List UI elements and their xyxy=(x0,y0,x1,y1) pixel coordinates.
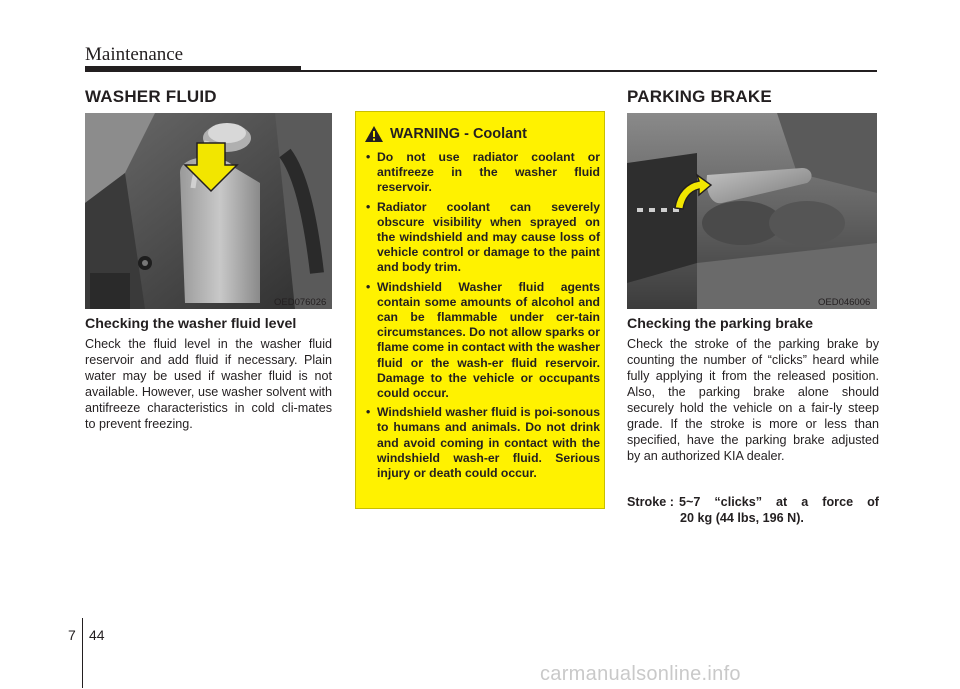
washer-photo-caption: OED076026 xyxy=(274,297,327,308)
watermark: carmanualsonline.info xyxy=(540,663,741,685)
warning-triangle-icon xyxy=(364,125,384,143)
chapter-number: 7 xyxy=(68,627,76,643)
page-number: 44 xyxy=(89,627,105,643)
warning-item: • Radiator coolant can severely obscure visibility when sprayed on the windshield and may cause loss of vehicle control or damage to the paint and body trim. xyxy=(366,199,600,275)
engine-bay-illustration xyxy=(85,113,332,309)
warning-header xyxy=(364,124,527,144)
footer-divider xyxy=(82,618,83,688)
parking-brake-illustration xyxy=(627,113,877,309)
bullet-icon: • xyxy=(366,279,371,294)
washer-fluid-section-title: WASHER FLUID xyxy=(85,87,217,106)
warning-item: • Do not use radiator coolant or antifreeze in the washer fluid reservoir. xyxy=(366,150,600,195)
stroke-value-line1: 5~7 “clicks” at a force of xyxy=(679,495,879,509)
bullet-icon: • xyxy=(366,199,371,214)
parking-brake-photo xyxy=(627,113,877,309)
page-header-title: Maintenance xyxy=(85,44,184,65)
header-rule-thick xyxy=(85,66,301,72)
header-rule-thin xyxy=(301,70,877,72)
parking-brake-body: Check the stroke of the parking brake by counting the number of “clicks” heard while fully applying it from the released position. Also, the parking brake alone should securely hold the vehicle on a fair-ly steep grade. If the stroke is more or less than specified, have the parking brake adjusted by an authorized KIA dealer. xyxy=(627,337,879,463)
warning-item: • Windshield washer fluid is poi-sonous to humans and animals. Do not drink and avoid coming in contact with the windshield wash-er fluid. Serious injury or death could occur. xyxy=(366,405,600,481)
washer-fluid-body: Check the fluid level in the washer fluid reservoir and add fluid if necessary. Plain water may be used if washer fluid is not available. However, use washer solvent with antifreeze characteristics in cold cli-mates to prevent freezing. xyxy=(85,337,332,431)
bullet-icon: • xyxy=(366,405,371,420)
parking-brake-section-title: PARKING BRAKE xyxy=(627,87,772,106)
warning-list xyxy=(366,150,600,485)
washer-fluid-photo xyxy=(85,113,332,309)
parking-brake-subheading: Checking the parking brake xyxy=(627,316,814,332)
washer-fluid-subheading: Checking the washer fluid level xyxy=(85,316,297,332)
brake-photo-caption: OED046006 xyxy=(818,297,871,308)
warning-title: WARNING - Coolant xyxy=(390,126,527,142)
stroke-spec xyxy=(627,494,879,526)
coolant-warning-box xyxy=(355,111,605,509)
stroke-value-line2: 20 kg (44 lbs, 196 N). xyxy=(680,511,804,525)
stroke-label: Stroke : xyxy=(627,495,674,509)
warning-item: • Windshield Washer fluid agents contain some amounts of alcohol and can be flammable under cer-tain circumstances. Do not allow sparks or flame come in contact with the washer fluid or the wash-er fluid reservoir. Damage to the vehicle or occupants could occur. xyxy=(366,279,600,401)
bullet-icon: • xyxy=(366,150,371,164)
